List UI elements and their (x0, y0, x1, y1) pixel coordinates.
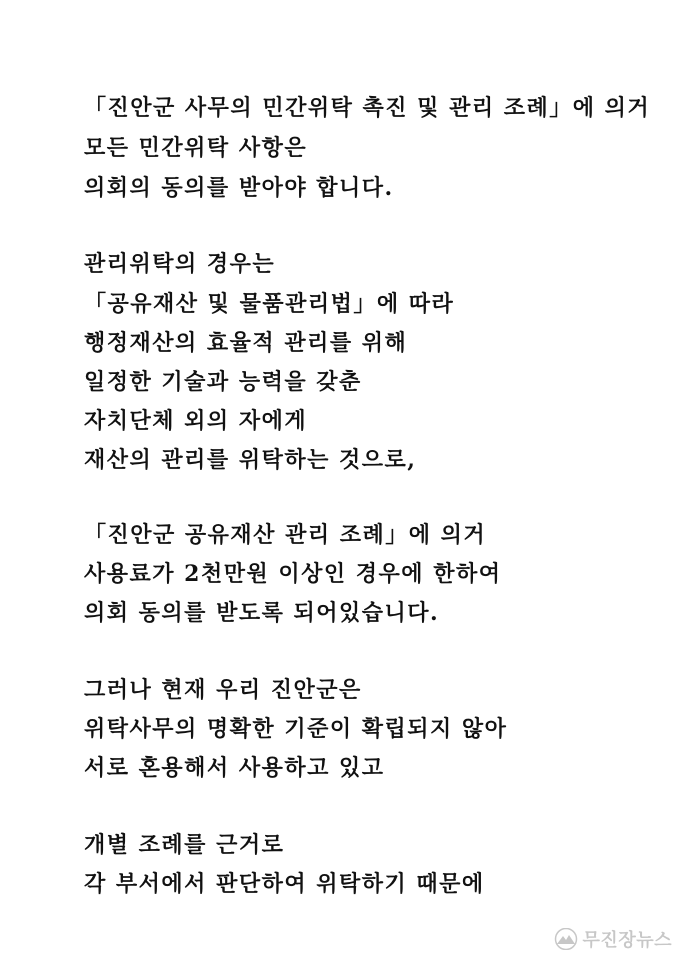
text-line: 의회 동의를 받도록 되어있습니다. (84, 600, 440, 626)
text-line: 행정재산의 효율적 관리를 위해 (84, 330, 408, 356)
text-line: 사용료가 2천만원 이상인 경우에 한하여 (84, 561, 502, 587)
text-line: 「진안군 사무의 민간위탁 촉진 및 관리 조례」에 의거 (84, 95, 651, 121)
text-line: 그러나 현재 우리 진안군은 (84, 677, 362, 703)
text-line: 「진안군 공유재산 관리 조례」에 의거 (84, 522, 487, 548)
watermark (553, 924, 672, 954)
text-line: 모든 민간위탁 사항은 (84, 135, 308, 161)
text-line: 의회의 동의를 받아야 합니다. (84, 175, 394, 201)
text-line: 관리위탁의 경우는 (84, 251, 276, 277)
text-line: 일정한 기술과 능력을 갖춘 (84, 369, 362, 395)
text-line: 자치단체 외의 자에게 (84, 408, 308, 434)
text-line: 위탁사무의 명확한 기준이 확립되지 않아 (84, 716, 508, 742)
text-line: 재산의 관리를 위탁하는 것으로, (84, 447, 417, 473)
mountain-logo-icon (553, 928, 579, 950)
text-line: 개별 조례를 근거로 (84, 832, 285, 858)
watermark-text: 무진장뉴스 (582, 930, 672, 951)
text-line: 「공유재산 및 물품관리법」에 따라 (84, 291, 455, 317)
text-line: 서로 혼용해서 사용하고 있고 (84, 755, 385, 781)
text-line: 각 부서에서 판단하여 위탁하기 때문에 (84, 871, 485, 897)
